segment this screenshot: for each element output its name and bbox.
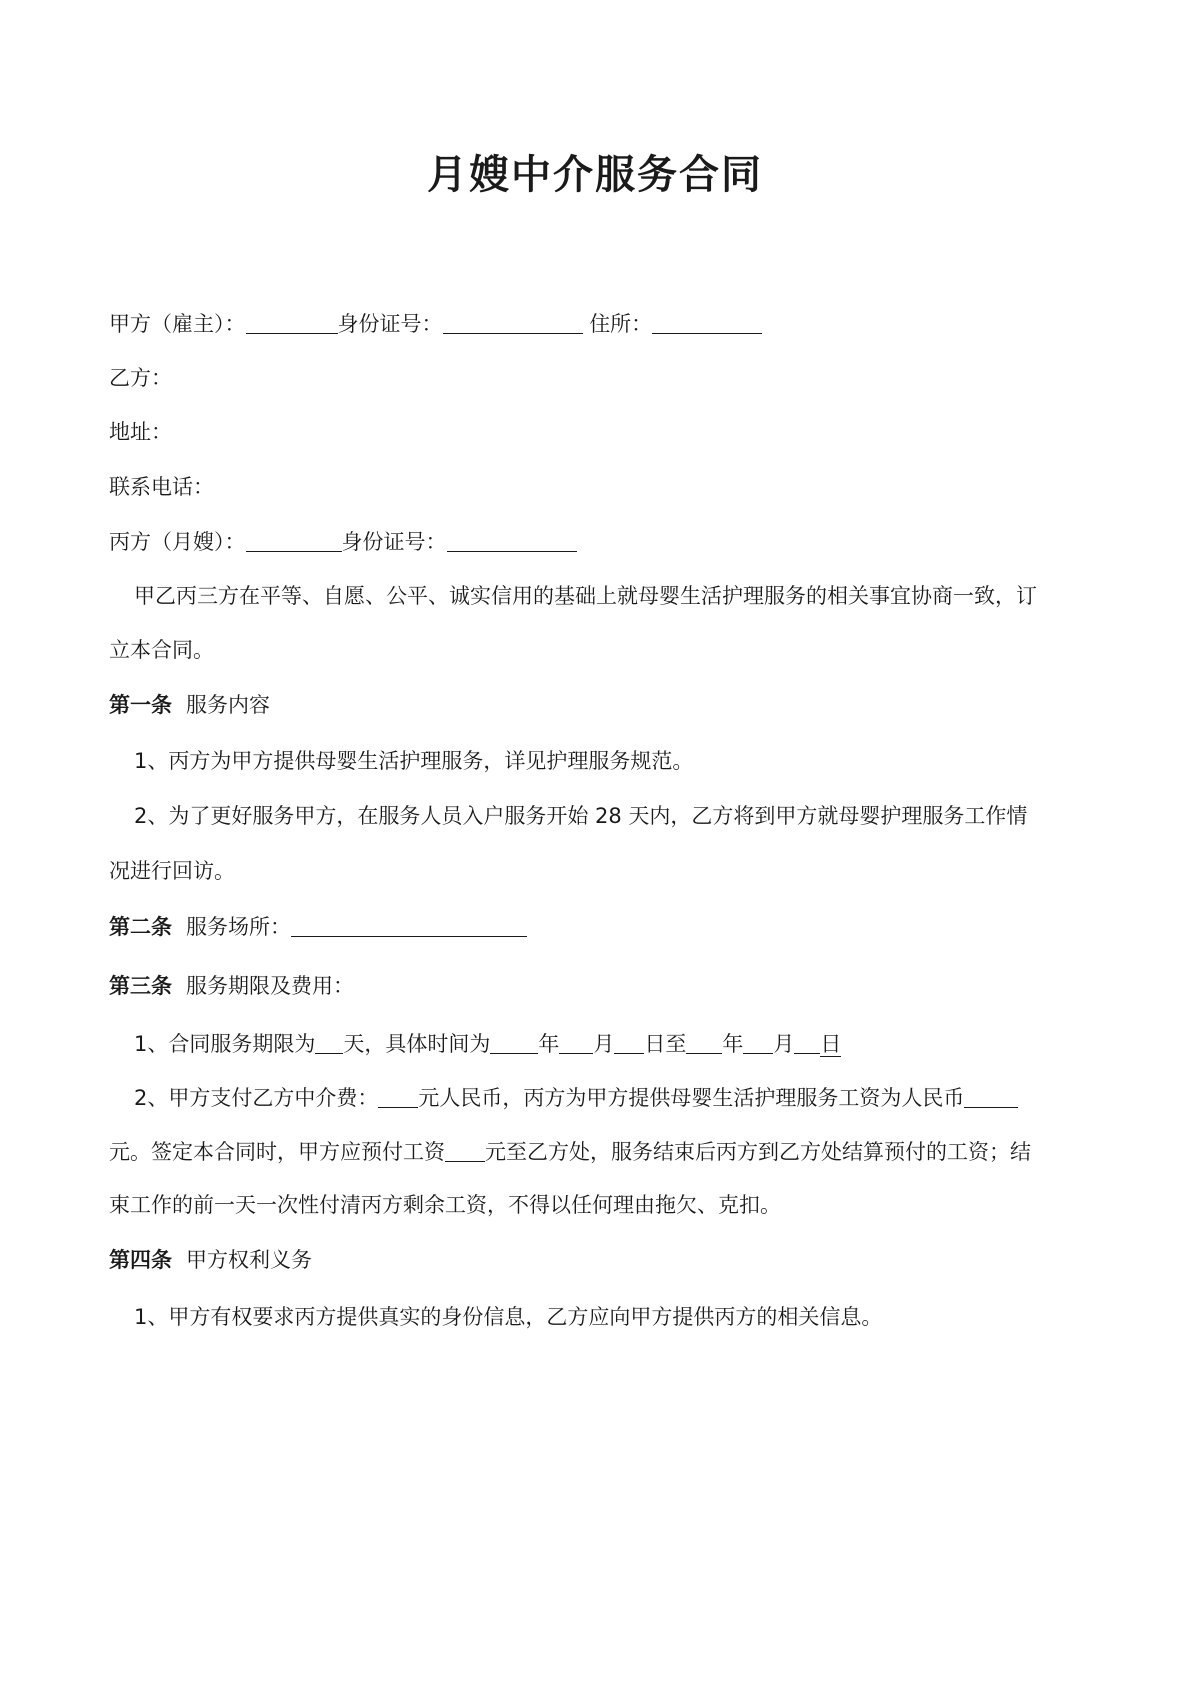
start-day-text: 日至 (644, 1032, 687, 1056)
article-1-heading-line (109, 695, 270, 716)
term-days-text: 天，具体时间为 (343, 1032, 491, 1056)
party-c-name-blank[interactable] (246, 531, 342, 552)
start-year-text: 年 (538, 1032, 560, 1056)
service-location-blank[interactable] (291, 916, 527, 937)
article-3-item-2-line-2 (109, 1141, 1031, 1163)
article-3-number: 第三条 (109, 974, 172, 998)
article-4-heading-line (109, 1250, 312, 1271)
end-day-blank[interactable] (794, 1033, 820, 1054)
party-c-id-label: 身份证号： (341, 530, 447, 554)
party-c-line (109, 531, 577, 553)
article-3-item-2-line-1 (134, 1087, 1018, 1109)
preamble-line-1: 甲乙丙三方在平等、自愿、公平、诚实信用的基础上就母婴生活护理服务的相关事宜协商一致，订 (134, 584, 1037, 608)
article-2-title: 服务场所： (186, 915, 291, 939)
end-year-blank[interactable] (686, 1033, 722, 1054)
article-1-number: 第一条 (109, 693, 172, 717)
prepay-blank[interactable] (445, 1141, 485, 1162)
settlement-text: 元至乙方处，服务结束后丙方到乙方处结算预付的工资；结 (485, 1140, 1031, 1164)
start-year-blank[interactable] (490, 1033, 538, 1054)
article-4-number: 第四条 (109, 1248, 172, 1272)
party-a-line (109, 313, 762, 335)
end-month-blank[interactable] (743, 1033, 773, 1054)
party-a-address-label: 住所： (589, 312, 653, 336)
article-3-heading-line (109, 976, 354, 997)
fee-prefix: 2、甲方支付乙方中介费： (134, 1086, 379, 1110)
article-3-item-2-line-3: 束工作的前一天一次性付清丙方剩余工资，不得以任何理由拖欠、克扣。 (109, 1193, 781, 1217)
start-month-blank[interactable] (559, 1033, 593, 1054)
article-2-number: 第二条 (109, 915, 172, 939)
article-2-heading-line (109, 916, 527, 938)
party-c-id-blank[interactable] (447, 531, 577, 552)
agency-fee-blank[interactable] (378, 1087, 418, 1108)
prepay-text: 元。签定本合同时，甲方应预付工资 (109, 1140, 445, 1164)
days-blank[interactable] (315, 1033, 343, 1054)
party-a-id-blank[interactable] (443, 313, 583, 334)
party-b-phone-label: 联系电话： (109, 475, 214, 499)
party-a-address-blank[interactable] (652, 313, 762, 334)
document-title: 月嫂中介服务合同 (427, 152, 763, 198)
party-a-name-blank[interactable] (246, 313, 338, 334)
end-year-text: 年 (722, 1032, 744, 1056)
term-prefix: 1、合同服务期限为 (134, 1032, 316, 1056)
preamble-line-2: 立本合同。 (109, 638, 214, 662)
fee-middle-text: 元人民币，丙方为甲方提供母婴生活护理服务工资为人民币 (418, 1086, 965, 1110)
wage-blank[interactable] (964, 1087, 1018, 1108)
party-b-label: 乙方： (109, 366, 172, 390)
article-1-item-2-line-2: 况进行回访。 (109, 859, 235, 883)
end-month-text: 月 (773, 1032, 795, 1056)
start-day-blank[interactable] (614, 1033, 644, 1054)
article-1-item-1: 1、丙方为甲方提供母婴生活护理服务，详见护理服务规范。 (134, 749, 694, 773)
article-1-item-2-line-1: 2、为了更好服务甲方，在服务人员入户服务开始 28 天内，乙方将到甲方就母婴护理服务工作情 (134, 804, 1028, 828)
end-day-text: 日 (820, 1032, 842, 1056)
article-4-title: 甲方权利义务 (186, 1248, 312, 1272)
article-3-item-1 (134, 1033, 841, 1055)
article-4-item-1: 1、甲方有权要求丙方提供真实的身份信息，乙方应向甲方提供丙方的相关信息。 (134, 1305, 883, 1329)
party-a-label: 甲方（雇主）： (109, 312, 246, 336)
party-c-label: 丙方（月嫂）： (109, 530, 246, 554)
article-1-title: 服务内容 (186, 693, 270, 717)
party-a-id-label: 身份证号： (337, 312, 443, 336)
start-month-text: 月 (593, 1032, 615, 1056)
party-b-address-label: 地址： (109, 420, 172, 444)
article-3-title: 服务期限及费用： (186, 974, 354, 998)
